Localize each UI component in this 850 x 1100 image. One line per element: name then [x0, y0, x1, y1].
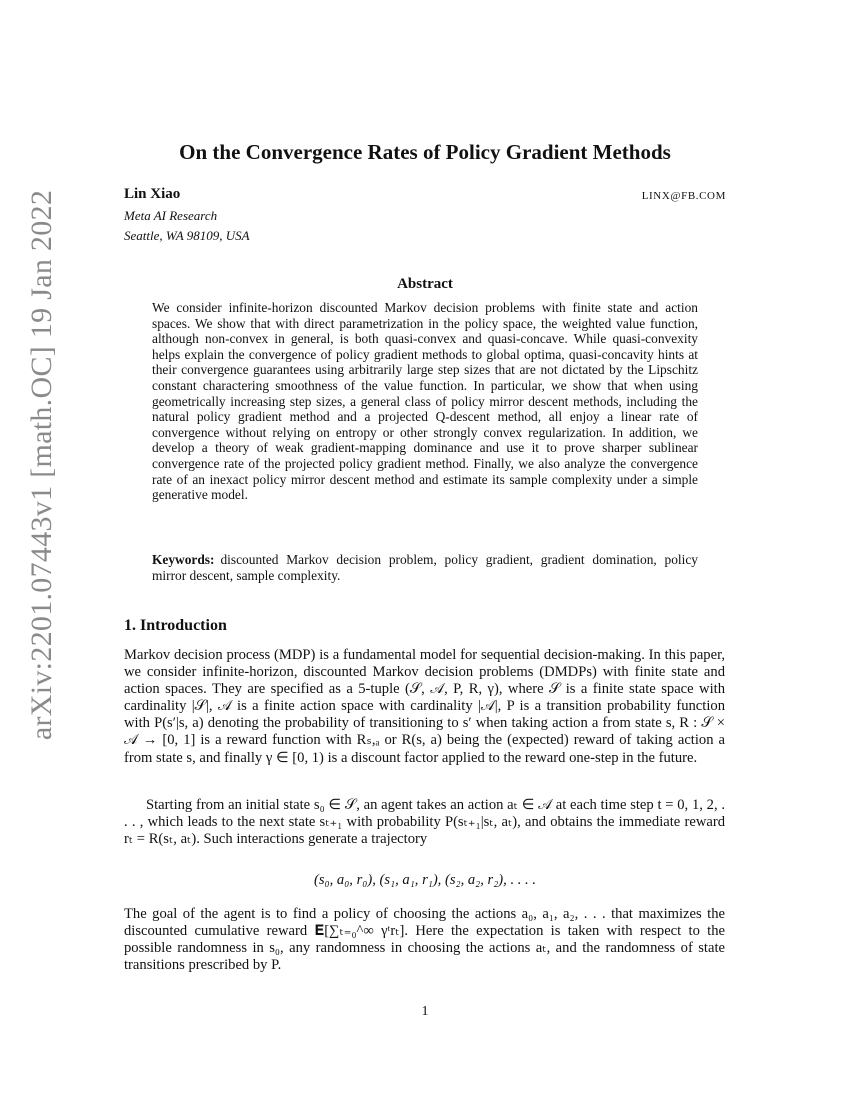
paper-title: On the Convergence Rates of Policy Gradient Methods [179, 140, 671, 164]
intro-paragraph-1 [124, 647, 725, 767]
author-affiliation: Meta AI Research [124, 208, 218, 223]
intro-paragraph-2 [124, 797, 725, 848]
intro-paragraph-1-text: Markov decision process (MDP) is a fundamental model for sequential decision-making. In this paper, we consider infinite-horizon, discounted Markov decision problems (DMDPs) with finite state and action spaces. They are specified as a 5-tuple (𝒮, 𝒜, P, R, γ), where 𝒮 is a finite state space with cardinality |𝒮|, 𝒜 is a finite action space with cardinality |𝒜|, P is a transition probability function with P(s′|s, a) denoting the probability of transitioning to s′ when taking action a from state s, R : 𝒮 × 𝒜 → [0, 1] is a reward function with Rₛ,ₐ or R(s, a) being the (expected) reward of taking action a from state s, and finally γ ∈ [0, 1) is a discount factor applied to the reward one-step in the future. [124, 647, 725, 766]
intro-paragraph-3-text: The goal of the agent is to find a policy of choosing the actions a₀, a₁, a₂, . . . that maximizes the discounted cumulative reward 𝐄[∑ₜ₌₀^∞ γᵗrₜ]. Here the expectation is taken with respect to the possible randomness in s₀, any randomness in choosing the actions aₜ, and the randomness of state transitions prescribed by P. [124, 906, 725, 974]
abstract-heading: Abstract [397, 276, 453, 292]
section-heading: 1. Introduction [124, 617, 227, 634]
author-address: Seattle, WA 98109, USA [124, 228, 250, 243]
arxiv-identifier-text: arXiv:2201.07443v1 [math.OC] 19 Jan 2022 [25, 189, 58, 741]
keywords-label: Keywords: [152, 552, 215, 567]
keywords-text: discounted Markov decision problem, policy gradient, gradient domination, policy mirror descent, sample complexity. [152, 552, 698, 583]
page-number: 1 [421, 1004, 429, 1019]
keywords-block [152, 552, 698, 583]
trajectory-equation: (s₀, a₀, r₀), (s₁, a₁, r₁), (s₂, a₂, r₂), . . . . [314, 872, 536, 888]
author-email: LINX@FB.COM [641, 190, 726, 202]
intro-paragraph-3 [124, 906, 725, 974]
arxiv-identifier [22, 189, 62, 741]
intro-paragraph-2-text: Starting from an initial state s₀ ∈ 𝒮, an agent takes an action aₜ ∈ 𝒜 at each time step t = 0, 1, 2, . . . , which leads to the next state sₜ₊₁ with probability P(sₜ₊₁|sₜ, aₜ), and obtains the immediate reward rₜ = R(sₜ, aₜ). Such interactions generate a trajectory [124, 797, 725, 848]
author-name: Lin Xiao [124, 186, 181, 202]
abstract-body [152, 300, 698, 503]
abstract-text: We consider infinite-horizon discounted Markov decision problems with finite state and action spaces. We show that with direct parametrization in the policy space, the weighted value function, although non-convex in general, is both quasi-convex and quasi-concave. While quasi-convexity helps explain the convergence of policy gradient methods to global optima, quasi-concavity hints at their convergence guarantees using arbitrarily large step sizes that are not dictated by the Lipschitz constant charactering smoothness of the value function. In particular, we show that when using geometrically increasing step sizes, a general class of policy mirror descent methods, including the natural policy gradient method and a projected Q-descent method, all enjoy a linear rate of convergence without relying on entropy or other strongly convex regularization. In addition, we develop a theory of weak gradient-mapping dominance and use it to prove sharper sublinear convergence rate of the projected policy gradient method. Finally, we also analyze the convergence rate of an inexact policy mirror descent method and estimate its sample complexity under a simple generative model. [152, 300, 698, 503]
